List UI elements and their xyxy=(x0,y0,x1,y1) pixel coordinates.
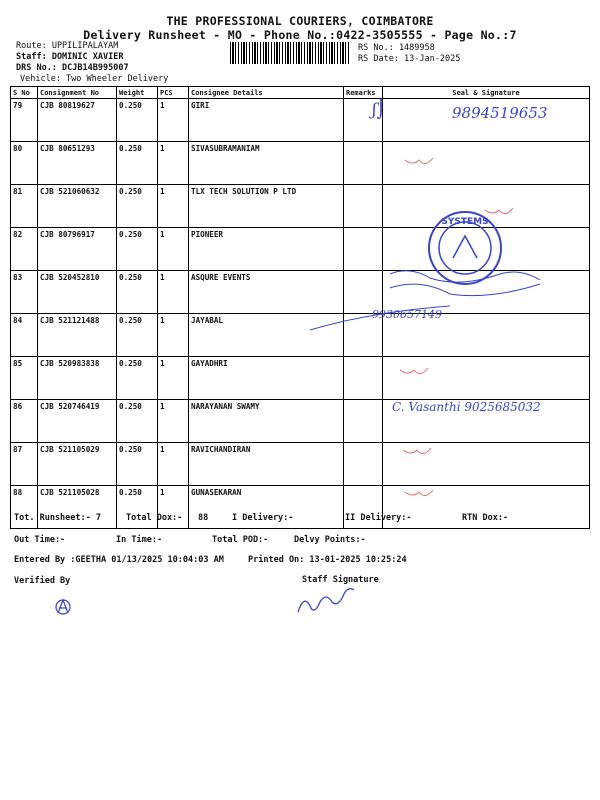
cell-consignment: CJB 520983838 xyxy=(38,357,117,400)
cell-consignee: TLX TECH SOLUTION P LTD xyxy=(189,185,344,228)
cell-consignment: CJB 520452810 xyxy=(38,271,117,314)
cell-weight: 0.250 xyxy=(117,271,158,314)
cell-pcs: 1 xyxy=(158,486,189,529)
cell-consignment: CJB 80651293 xyxy=(38,142,117,185)
cell-remarks xyxy=(344,357,383,400)
route-label: Route: UPPILIPALAYAM xyxy=(16,41,119,51)
svg-text:SYSTEMS: SYSTEMS xyxy=(441,217,489,227)
cell-weight: 0.250 xyxy=(117,228,158,271)
cell-remarks xyxy=(344,185,383,228)
in-time: In Time:- xyxy=(116,535,163,545)
cell-weight: 0.250 xyxy=(117,99,158,142)
cell-pcs: 1 xyxy=(158,228,189,271)
cell-consignment: CJB 521121488 xyxy=(38,314,117,357)
cell-remarks xyxy=(344,443,383,486)
cell-pcs: 1 xyxy=(158,357,189,400)
table-header-row xyxy=(11,87,590,99)
cell-consignee: GUNASEKARAN xyxy=(189,486,344,529)
cell-sno: 82 xyxy=(11,228,38,271)
cell-sno: 85 xyxy=(11,357,38,400)
cell-consignee: GIRI xyxy=(189,99,344,142)
cell-weight: 0.250 xyxy=(117,443,158,486)
cell-pcs: 1 xyxy=(158,185,189,228)
cell-weight: 0.250 xyxy=(117,357,158,400)
cell-weight: 0.250 xyxy=(117,486,158,529)
ii-delivery: II Delivery:- xyxy=(345,513,412,523)
cell-pcs: 1 xyxy=(158,314,189,357)
rs-number: RS No.: 1489958 xyxy=(358,43,435,53)
cell-consignee: GAYADHRI xyxy=(189,357,344,400)
cell-pcs: 1 xyxy=(158,99,189,142)
company-name: THE PROFESSIONAL COURIERS, COIMBATORE xyxy=(166,14,434,28)
total-pod: Total POD:- xyxy=(212,535,269,545)
cell-remarks xyxy=(344,400,383,443)
barcode-image xyxy=(230,42,350,64)
cell-pcs: 1 xyxy=(158,443,189,486)
cell-remarks xyxy=(344,142,383,185)
col-consignment: Consignment No xyxy=(38,87,117,99)
staff-signature-label: Staff Signature xyxy=(302,575,379,585)
i-delivery: I Delivery:- xyxy=(232,513,294,523)
total-dox-value: 88 xyxy=(198,513,209,523)
cell-consignee: NARAYANAN SWAMY xyxy=(189,400,344,443)
cell-consignee: PIONEER xyxy=(189,228,344,271)
total-dox-label: Total Dox:- xyxy=(126,513,183,523)
cell-sno: 88 xyxy=(11,486,38,529)
cell-consignment: CJB 520746419 xyxy=(38,400,117,443)
cell-pcs: 1 xyxy=(158,271,189,314)
verified-by: Verified By xyxy=(14,576,71,586)
handwritten-phone-row79: 9894519653 xyxy=(452,104,548,122)
runsheet-title: Delivery Runsheet - MO - Phone No.:0422-3505555 - Page No.:7 xyxy=(83,28,517,42)
cell-weight: 0.250 xyxy=(117,142,158,185)
staff-label: Staff: DOMINIC XAVIER xyxy=(16,52,124,62)
cell-pcs: 1 xyxy=(158,142,189,185)
cell-sno: 86 xyxy=(11,400,38,443)
cell-sno: 83 xyxy=(11,271,38,314)
cell-pcs: 1 xyxy=(158,400,189,443)
col-remarks: Remarks xyxy=(344,87,383,99)
out-time: Out Time:- xyxy=(14,535,66,545)
cell-consignee: SIVASUBRAMANIAM xyxy=(189,142,344,185)
cell-sno: 80 xyxy=(11,142,38,185)
vehicle-label: Vehicle: Two Wheeler Delivery xyxy=(20,74,169,84)
tot-runsheet: Tot. Runsheet:- 7 xyxy=(14,513,101,523)
cell-consignment: CJB 80819627 xyxy=(38,99,117,142)
drs-label: DRS No.: DCJB14B995007 xyxy=(16,63,129,73)
cell-consignment: CJB 521105029 xyxy=(38,443,117,486)
rtn-dox: RTN Dox:- xyxy=(462,513,509,523)
cell-consignment: CJB 80796917 xyxy=(38,228,117,271)
signature-mark: ʃ⌡ xyxy=(372,100,386,120)
rs-date: RS Date: 13-Jan-2025 xyxy=(358,54,461,64)
handwritten-name-row86: C. Vasanthi 9025685032 xyxy=(392,400,541,414)
cell-sno: 79 xyxy=(11,99,38,142)
entered-by: Entered By :GEETHA 01/13/2025 10:04:03 AM xyxy=(14,555,224,565)
handwritten-scribbles xyxy=(310,262,580,342)
cell-consignee: RAVICHANDIRAN xyxy=(189,443,344,486)
staff-signature-mark xyxy=(292,584,362,618)
verified-initial-mark xyxy=(52,596,76,618)
cell-sno: 81 xyxy=(11,185,38,228)
col-consignee: Consignee Details xyxy=(189,87,344,99)
cell-sno: 84 xyxy=(11,314,38,357)
cell-consignee: ASQURE EVENTS xyxy=(189,271,344,314)
col-weight: Weight xyxy=(117,87,158,99)
cell-consignee: JAYABAL xyxy=(189,314,344,357)
col-pcs: PCS xyxy=(158,87,189,99)
col-sno: S No xyxy=(11,87,38,99)
handwritten-phone-row84: 9930657149 xyxy=(372,308,442,321)
delvy-points: Delvy Points:- xyxy=(294,535,366,545)
printed-on: Printed On: 13-01-2025 10:25:24 xyxy=(248,555,407,565)
cell-weight: 0.250 xyxy=(117,400,158,443)
cell-consignment: CJB 521060632 xyxy=(38,185,117,228)
cell-consignment: CJB 521105028 xyxy=(38,486,117,529)
cell-weight: 0.250 xyxy=(117,314,158,357)
cell-weight: 0.250 xyxy=(117,185,158,228)
col-seal-signature: Seal & Signature xyxy=(383,87,590,99)
cell-sno: 87 xyxy=(11,443,38,486)
